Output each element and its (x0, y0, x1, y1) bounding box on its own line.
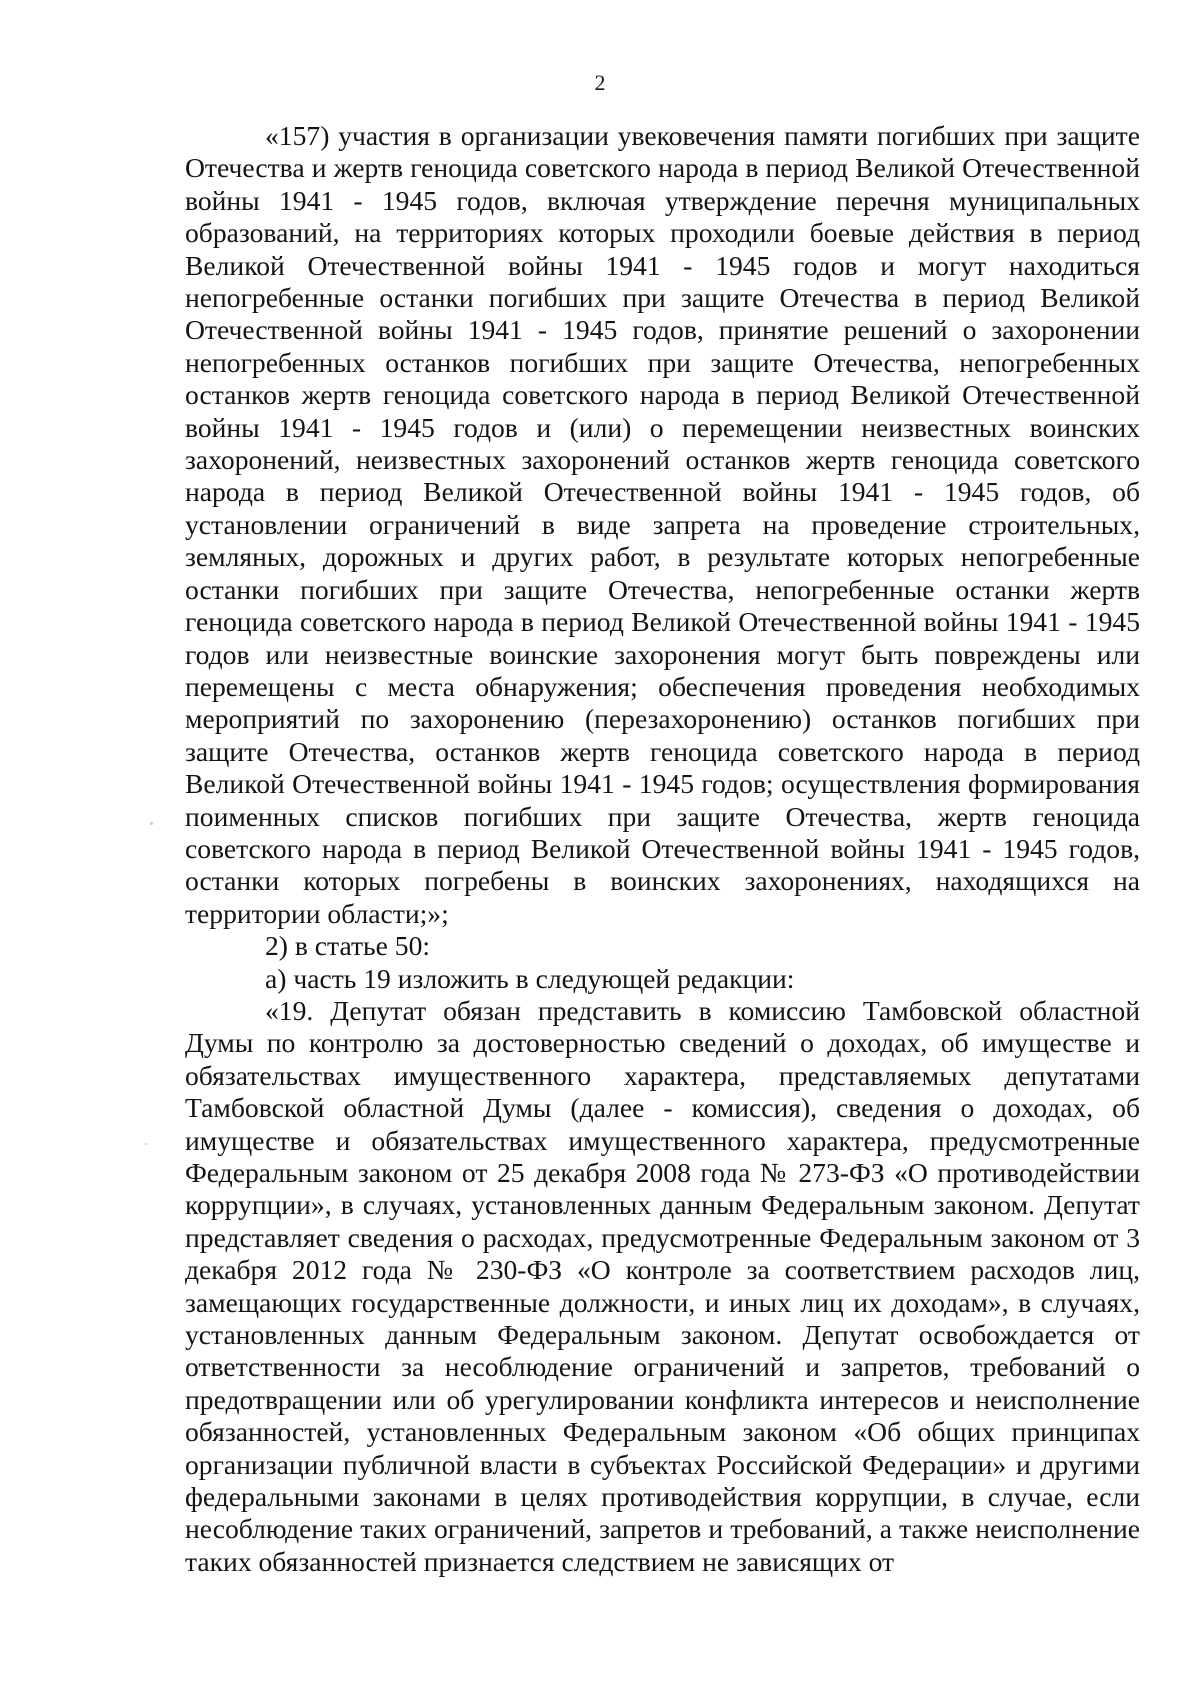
document-body (185, 120, 1140, 1578)
paragraph-item-157: «157) участия в организации увековечения памяти погибших при защите Отечества и жертв геноцида советского народа в период Великой Отечественной войны 1941 - 1945 годов, включая утверждение перечня муниципальных образований, на территориях которых проходили боевые действия в период Великой Отечественной войны 1941 - 1945 годов и могут находиться непогребенные останки погибших при защите Отечества в период Великой Отечественной войны 1941 - 1945 годов, принятие решений о захоронении непогребенных останков погибших при защите Отечества, непогребенных останков жертв геноцида советского народа в период Великой Отечественной войны 1941 - 1945 годов и (или) о перемещении неизвестных воинских захоронений, неизвестных захоронений останков жертв геноцида советского народа в период Великой Отечественной войны 1941 - 1945 годов, об установлении ограничений в виде запрета на проведение строительных, земляных, дорожных и других работ, в результате которых непогребенные останки погибших при защите Отечества, непогребенные останки жертв геноцида советского народа в период Великой Отечественной войны 1941 - 1945 годов или неизвестные воинские захоронения могут быть повреждены или перемещены с места обнаружения; обеспечения проведения необходимых мероприятий по захоронению (перезахоронению) останков погибших при защите Отечества, останков жертв геноцида советского народа в период Великой Отечественной войны 1941 - 1945 годов; осуществления формирования поименных списков погибших при защите Отечества, жертв геноцида советского народа в период Великой Отечественной войны 1941 - 1945 годов, останки которых погребены в воинских захоронениях, находящихся на территории области;»; (185, 120, 1140, 929)
paragraph-part-19-instruction: а) часть 19 изложить в следующей редакции: (265, 962, 795, 994)
scan-artifact (145, 1143, 147, 1145)
paragraph-part-19-text: «19. Депутат обязан представить в комиссию Тамбовской областной Думы по контролю за достоверностью сведений о доходах, об имуществе и обязательствах имущественного характера, представляемых депутатами Тамбовской областной Думы (далее - комиссия), сведения о доходах, об имуществе и обязательствах имущественного характера, предусмотренные Федеральным законом от 25 декабря 2008 года № 273-ФЗ «О противодействии коррупции», в случаях, установленных данным Федеральным законом. Депутат представляет сведения о расходах, предусмотренные Федеральным законом от 3 декабря 2012 года № 230-ФЗ «О контроле за соответствием расходов лиц, замещающих государственные должности, и иных лиц их доходам», в случаях, установленных данным Федеральным законом. Депутат освобождается от ответственности за несоблюдение ограничений и запретов, требований о предотвращении или об урегулировании конфликта интересов и неисполнение обязанностей, установленных Федеральным законом «Об общих принципах организации публичной власти в субъектах Российской Федерации» и другими федеральными законами в целях противодействия коррупции, в случае, если несоблюдение таких ограничений, запретов и требований, а также неисполнение таких обязанностей признается следствием не зависящих от (185, 994, 1140, 1577)
page-number: 2 (594, 70, 606, 95)
paragraph-article-50: 2) в статье 50: (265, 930, 431, 962)
scan-artifact (150, 822, 153, 825)
